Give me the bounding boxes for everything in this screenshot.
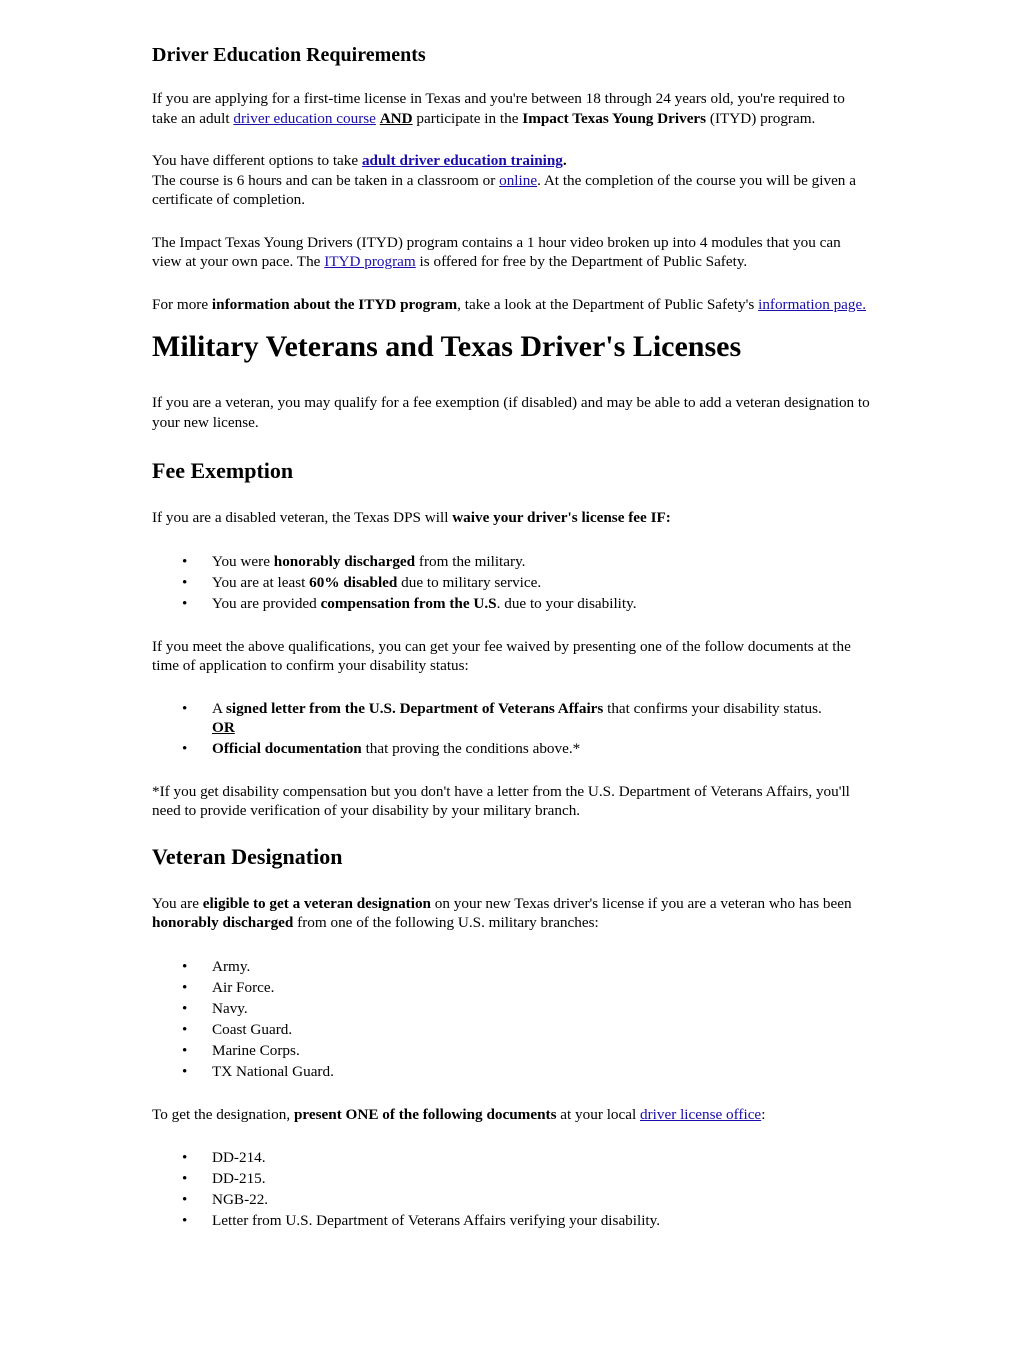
veteran-designation-paragraph-1: You are eligible to get a veteran designation on your new Texas driver's license if you are a veteran who has been honorably discharged from one of the following U.S. military branches: [152, 894, 852, 931]
ityd-program-link[interactable]: ITYD program [324, 253, 416, 270]
list-item: • Navy. [182, 999, 248, 1017]
driver-ed-paragraph-1: If you are applying for a first-time license in Texas and you're between 18 through 24 years old, you're required to take an adult driver education course AND participate in the Impact Texas Young Drivers (ITYD) program. [152, 90, 845, 127]
and-emphasis: AND [379, 109, 413, 127]
designation-documents-list [152, 1147, 872, 1231]
driver-license-office-link[interactable]: driver license office [640, 1105, 762, 1123]
list-item: • Letter from U.S. Department of Veterans Affairs verifying your disability. [182, 1212, 661, 1229]
fee-exemption-footnote: *If you get disability compensation but you don't have a letter from the U.S. Department of Veterans Affairs, you'll need to provide verification of your disability by your military branch. [152, 782, 850, 819]
military-intro: If you are a veteran, you may qualify for a fee exemption (if disabled) and may be able to add a veteran designation to your new license. [152, 394, 870, 431]
list-item: • Air Force. [182, 978, 275, 996]
fee-exemption-heading: Fee Exemption [152, 458, 294, 483]
driver-ed-paragraph-2: You have different options to take adult driver education training. The course is 6 hours and can be taken in a classroom or online. At the completion of the course you will be given a certificate of completion. [152, 152, 856, 208]
driver-ed-heading: Driver Education Requirements [152, 44, 426, 66]
list-item: • You are provided compensation from the U.S. due to your disability. [182, 594, 637, 612]
driver-ed-paragraph-3: The Impact Texas Young Drivers (ITYD) program contains a 1 hour video broken up into 4 modules that you can view at your own pace. The ITYD program is offered for free by the Department of Public Safety. [152, 233, 841, 270]
list-item: • NGB-22. [182, 1191, 269, 1208]
ityd-name: Impact Texas Young Drivers [522, 109, 707, 127]
information-page-link[interactable]: information page. [758, 295, 867, 313]
list-item: • Coast Guard. [182, 1020, 293, 1038]
list-item: • DD-214. [182, 1149, 266, 1166]
list-item: • Official documentation that proving the conditions above.* [182, 739, 581, 757]
fee-conditions-list [152, 551, 872, 614]
list-item: • TX National Guard. [182, 1062, 334, 1080]
or-separator: OR [212, 719, 235, 736]
list-item: • Marine Corps. [182, 1041, 300, 1059]
military-branches-list [152, 956, 872, 1082]
military-heading: Military Veterans and Texas Driver's Licenses [152, 330, 742, 363]
fee-exemption-paragraph-2: If you meet the above qualifications, you can get your fee waived by presenting one of the follow documents at the time of application to confirm your disability status: [152, 637, 851, 674]
veteran-designation-paragraph-2: To get the designation, present ONE of the following documents at your local driver license office: [152, 1105, 766, 1123]
fee-exemption-paragraph-1: If you are a disabled veteran, the Texas DPS will waive your driver's license fee IF: [152, 509, 671, 526]
driver-education-course-link[interactable]: driver education course [233, 109, 376, 127]
document-content [152, 42, 872, 1231]
veteran-designation-heading: Veteran Designation [152, 843, 343, 869]
list-item: • You are at least 60% disabled due to military service. [182, 573, 542, 591]
fee-documents-list [152, 699, 872, 759]
list-item: • DD-215. [182, 1170, 266, 1187]
list-item: • You were honorably discharged from the military. [182, 552, 526, 570]
adult-driver-education-training-link[interactable]: adult driver education training [361, 152, 563, 169]
online-link[interactable]: online [499, 171, 538, 189]
list-item: • A signed letter from the U.S. Department of Veterans Affairs that confirms your disability status. OR [182, 699, 822, 736]
list-item: • Army. [182, 957, 251, 975]
driver-ed-paragraph-4: For more information about the ITYD program, take a look at the Department of Public Safety's information page. [152, 295, 867, 313]
